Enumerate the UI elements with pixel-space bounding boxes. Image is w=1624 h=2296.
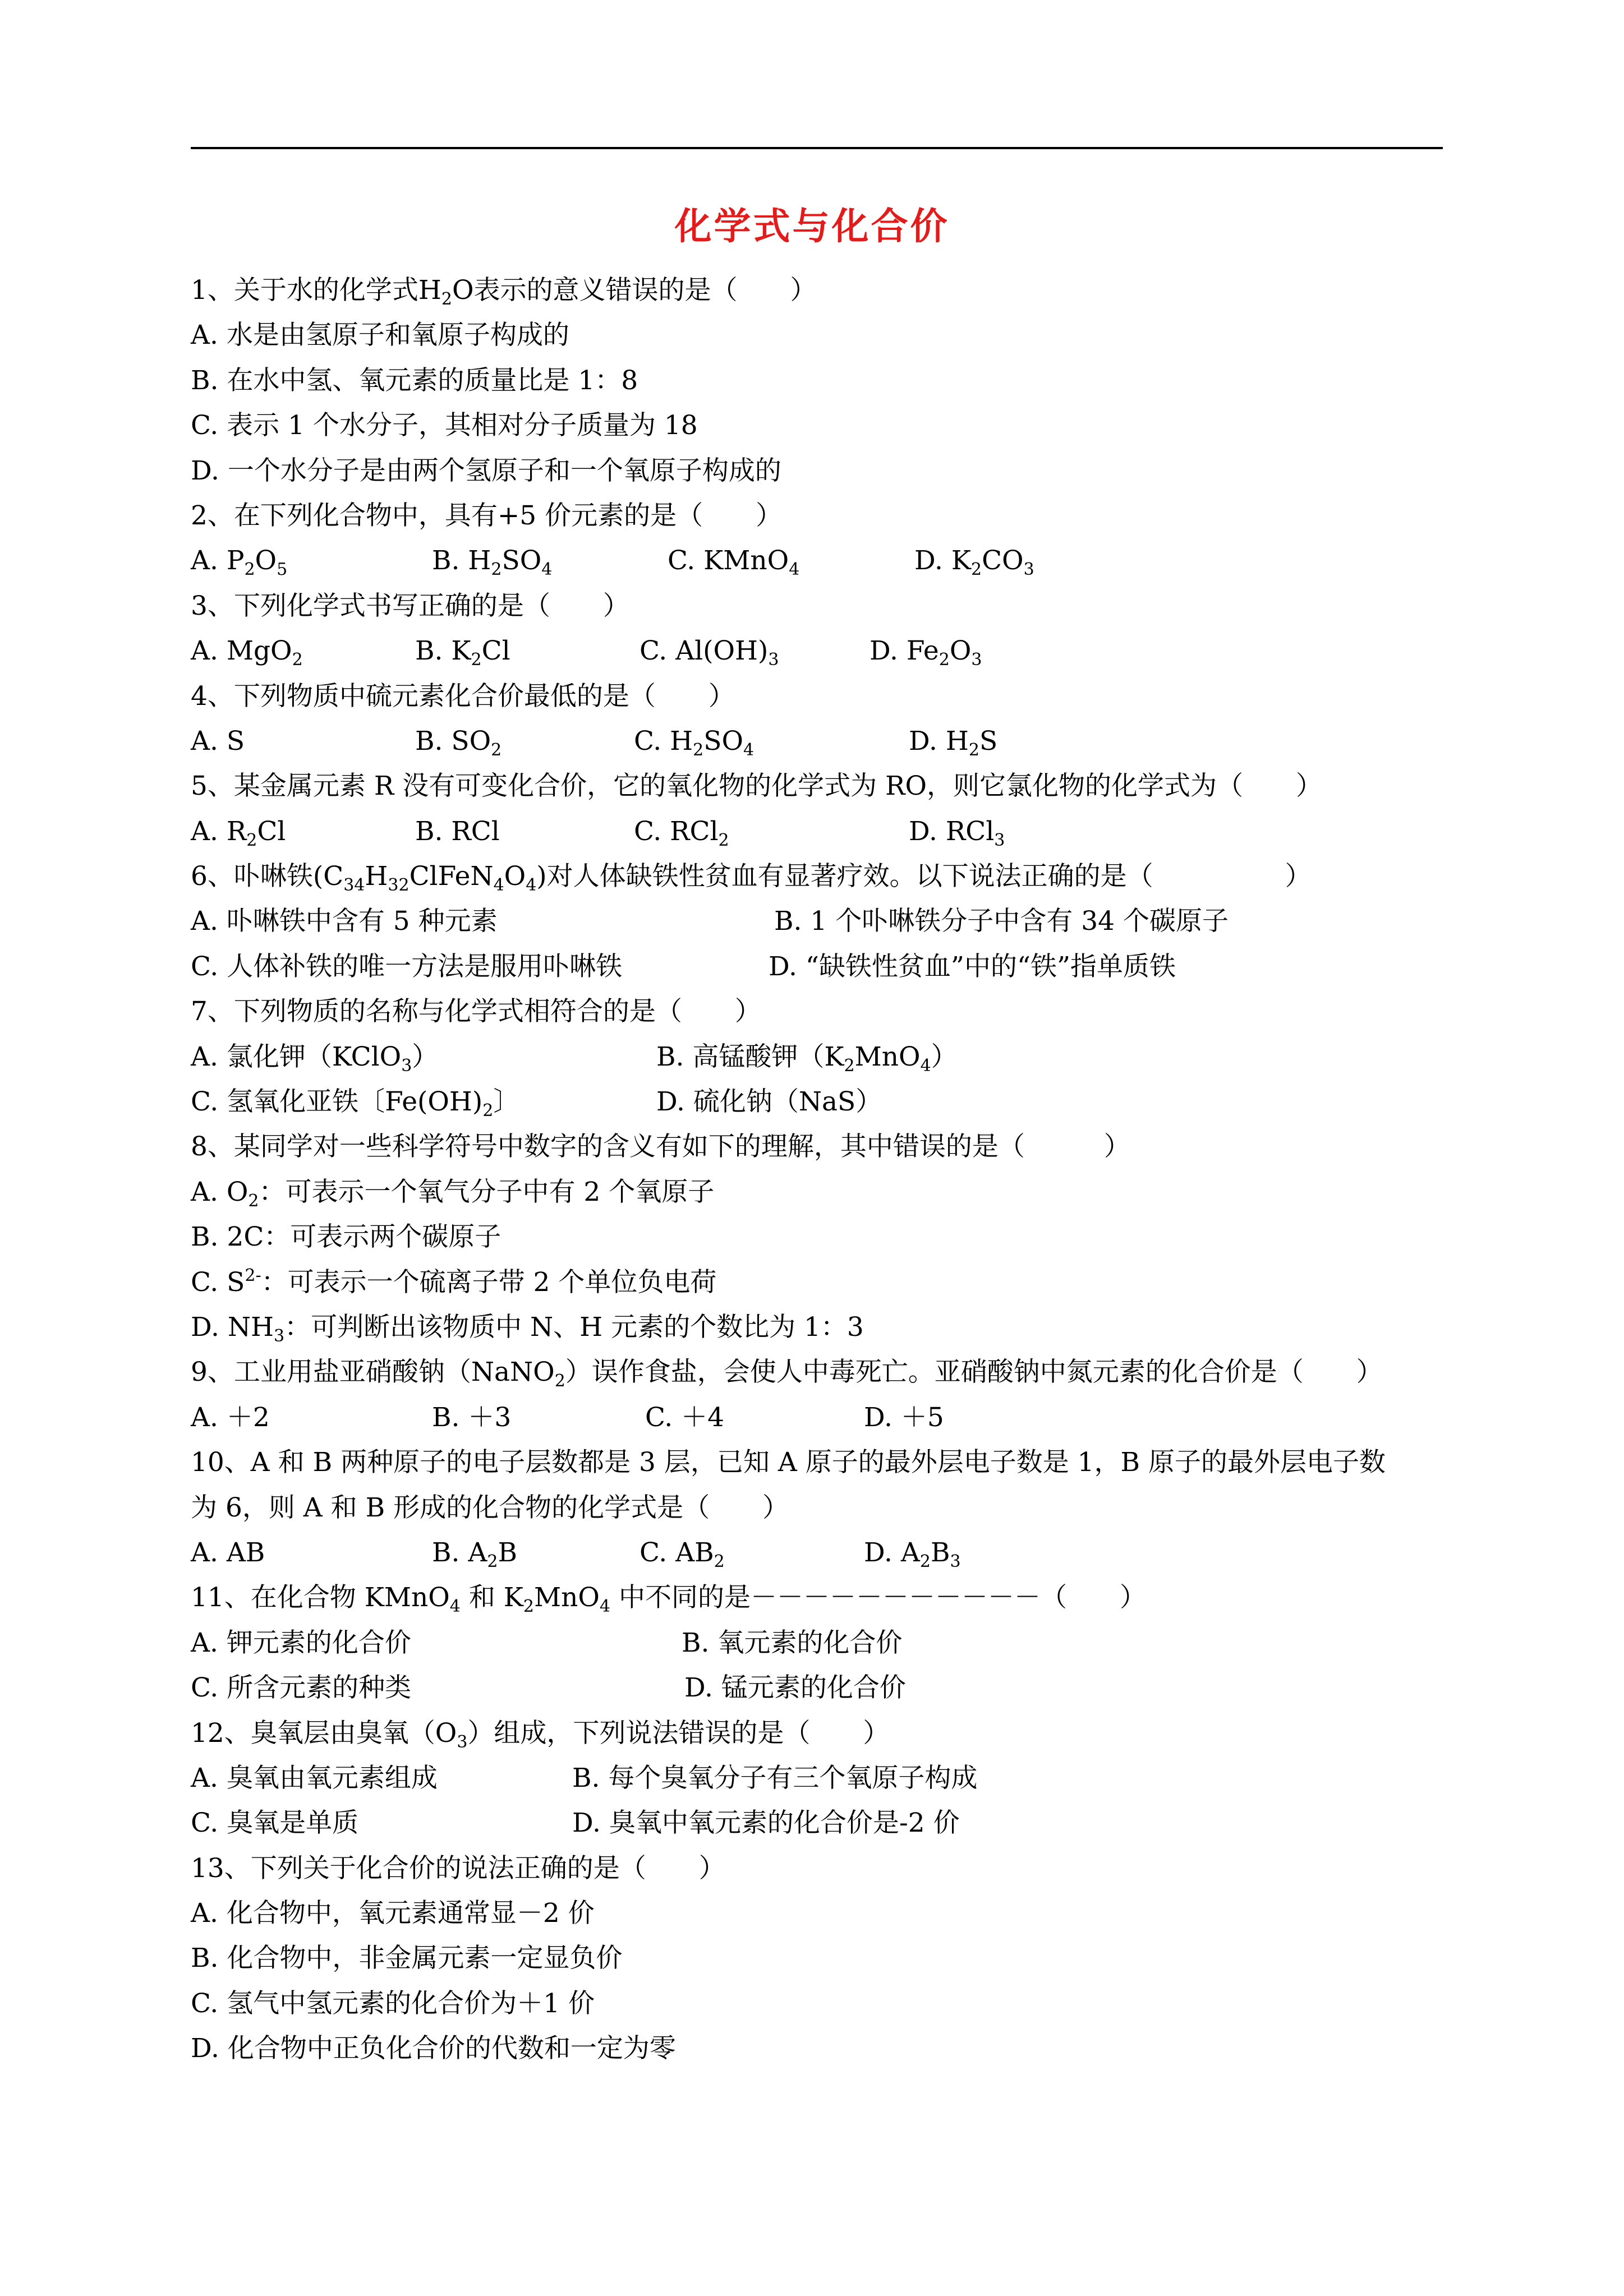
option-text: D. $H_2S$ bbox=[909, 725, 998, 760]
option-text: A. 钾元素的化合价 bbox=[191, 1627, 411, 1658]
option-text: C. $AB_2$ bbox=[640, 1537, 725, 1571]
option-text: A. $P_2O_5$ bbox=[191, 545, 288, 580]
option-text: A. $R_2Cl$ bbox=[191, 815, 286, 850]
question-line: C. 表示 1 个水分子，其相对分子质量为 18 bbox=[191, 410, 698, 441]
option-row bbox=[191, 1666, 1443, 1711]
option-row bbox=[191, 719, 1443, 764]
option-text: C. $Al(OH)_3$ bbox=[640, 635, 779, 670]
option-text: C. 人体补铁的唯一方法是服用卟啉铁 bbox=[191, 951, 623, 982]
option-row bbox=[191, 629, 1443, 674]
question-stem: 12、臭氧层由臭氧$(O_3)$组成，下列说法错误的是（ ） bbox=[191, 1717, 890, 1752]
option-text: C. 氢氧化亚铁〔$Fe(OH)_2$〕 bbox=[191, 1086, 520, 1121]
option-text: A. AB bbox=[191, 1537, 265, 1568]
option-text: A. ＋2 bbox=[191, 1401, 270, 1433]
question-line: B. 2C：可表示两个碳原子 bbox=[191, 1221, 502, 1253]
option-text: D. 硫化钠（NaS） bbox=[656, 1086, 882, 1118]
option-text: A. S bbox=[191, 725, 245, 757]
option-text: B. $K_2Cl$ bbox=[415, 635, 510, 670]
option-text: B. ＋3 bbox=[432, 1401, 512, 1433]
option-text: B. 氧元素的化合价 bbox=[682, 1627, 903, 1658]
question-stem: 10、A 和 B 两种原子的电子层数都是 3 层，已知 A 原子的最外层电子数是 1，B 原子的最外层电子数 bbox=[191, 1447, 1386, 1478]
question-stem: 4、下列物质中硫元素化合价最低的是（ ） bbox=[191, 680, 735, 712]
option-text: D. $A_2B_3$ bbox=[864, 1537, 961, 1571]
option-row bbox=[191, 899, 1443, 944]
option-text: C. ＋4 bbox=[645, 1401, 725, 1433]
option-text: C. 臭氧是单质 bbox=[191, 1808, 359, 1839]
option-text: B. 1 个卟啉铁分子中含有 34 个碳原子 bbox=[774, 906, 1229, 937]
question-line: C. $S^{2-}$：可表示一个硫离子带 2 个单位负电荷 bbox=[191, 1265, 717, 1298]
question-stem: 6、卟啉铁$(C_{34}H_{32}ClFeN_4O_4)$对人体缺铁性贫血有显著疗效。以下说法正确的是（ ） bbox=[191, 861, 1312, 896]
question-line: C. 氢气中氢元素的化合价为＋1 价 bbox=[191, 1988, 595, 2019]
question-line: 为 6，则 A 和 B 形成的化合物的化学式是（ ） bbox=[191, 1492, 789, 1523]
option-text: D. 锰元素的化合价 bbox=[684, 1672, 906, 1704]
option-text: B. $A_2B$ bbox=[432, 1537, 518, 1571]
question-stem: 7、下列物质的名称与化学式相符合的是（ ） bbox=[191, 996, 761, 1027]
question-list bbox=[191, 268, 1443, 2072]
option-row bbox=[191, 1621, 1443, 1666]
option-text: D. $K_2CO_3$ bbox=[914, 545, 1034, 580]
option-text: B. RCl bbox=[415, 815, 500, 847]
option-row bbox=[191, 1530, 1443, 1575]
option-text: D. ＋5 bbox=[864, 1401, 944, 1433]
question-stem: 11、在化合物 KMnO$_4$ 和 $K_2MnO_4$ 中不同的是－－－－－－－－－－－（ ） bbox=[191, 1582, 1146, 1617]
option-text: D. “缺铁性贫血”中的“铁”指单质铁 bbox=[769, 951, 1176, 982]
option-text: A. 氯化钾（KClO$_3$） bbox=[191, 1041, 439, 1076]
question-line: A. 水是由氢原子和氧原子构成的 bbox=[191, 320, 569, 351]
option-text: C. KMnO$_4$ bbox=[668, 545, 800, 580]
option-text: D. $Fe_2O_3$ bbox=[869, 635, 982, 670]
option-text: B. 每个臭氧分子有三个氧原子构成 bbox=[572, 1762, 978, 1794]
header-rule bbox=[191, 147, 1443, 149]
question-stem: 13、下列关于化合价的说法正确的是（ ） bbox=[191, 1852, 725, 1884]
option-row bbox=[191, 809, 1443, 854]
question-stem: 2、在下列化合物中，具有+5 价元素的是（ ） bbox=[191, 500, 783, 531]
page-title: 化学式与化合价 bbox=[674, 205, 950, 248]
question-line: D. $NH_3$：可判断出该物质中 N、H 元素的个数比为 1：3 bbox=[191, 1311, 864, 1346]
option-text: B. $H_2SO_4$ bbox=[432, 545, 553, 580]
question-stem: 3、下列化学式书写正确的是（ ） bbox=[191, 590, 629, 621]
option-row bbox=[191, 1080, 1443, 1124]
option-row bbox=[191, 538, 1443, 583]
option-text: A. 卟啉铁中含有 5 种元素 bbox=[191, 906, 498, 937]
question-line: D. 化合物中正负化合价的代数和一定为零 bbox=[191, 2033, 676, 2064]
question-stem: 1、关于水的化学式$H_2O$表示的意义错误的是（ ） bbox=[191, 275, 817, 309]
option-row bbox=[191, 1756, 1443, 1801]
option-text: B. 高锰酸钾$(K_2MnO_4)$ bbox=[656, 1041, 958, 1076]
option-text: B. $SO_2$ bbox=[415, 725, 502, 760]
option-row bbox=[191, 944, 1443, 989]
option-row bbox=[191, 1801, 1443, 1846]
option-text: C. $H_2SO_4$ bbox=[634, 725, 755, 760]
question-line: D. 一个水分子是由两个氢原子和一个氧原子构成的 bbox=[191, 455, 781, 486]
option-text: C. RCl$_2$ bbox=[634, 815, 729, 850]
question-line: A. 化合物中，氧元素通常显－2 价 bbox=[191, 1898, 595, 1929]
option-text: A. MgO$_2$ bbox=[191, 635, 303, 670]
option-row bbox=[191, 1035, 1443, 1080]
question-stem: 5、某金属元素 R 没有可变化合价，它的氧化物的化学式为 RO，则它氯化物的化学式为（ ） bbox=[191, 771, 1323, 802]
option-text: D. 臭氧中氧元素的化合价是-2 价 bbox=[572, 1808, 960, 1839]
option-text: C. 所含元素的种类 bbox=[191, 1672, 412, 1704]
question-line: B. 化合物中，非金属元素一定显负价 bbox=[191, 1943, 623, 1974]
question-stem: 8、某同学对一些科学符号中数字的含义有如下的理解，其中错误的是（ ） bbox=[191, 1131, 1130, 1163]
option-text: A. 臭氧由氧元素组成 bbox=[191, 1762, 438, 1794]
question-stem: 9、工业用盐亚硝酸钠（NaNO$_2$）误作食盐，会使人中毒死亡。亚硝酸钠中氮元素的化合价是（ ） bbox=[191, 1357, 1383, 1391]
option-row bbox=[191, 1395, 1443, 1440]
question-line: B. 在水中氢、氧元素的质量比是 1：8 bbox=[191, 365, 638, 396]
question-line: A. $O_2$：可表示一个氧气分子中有 2 个氧原子 bbox=[191, 1176, 715, 1211]
option-text: D. RCl$_3$ bbox=[909, 815, 1005, 850]
